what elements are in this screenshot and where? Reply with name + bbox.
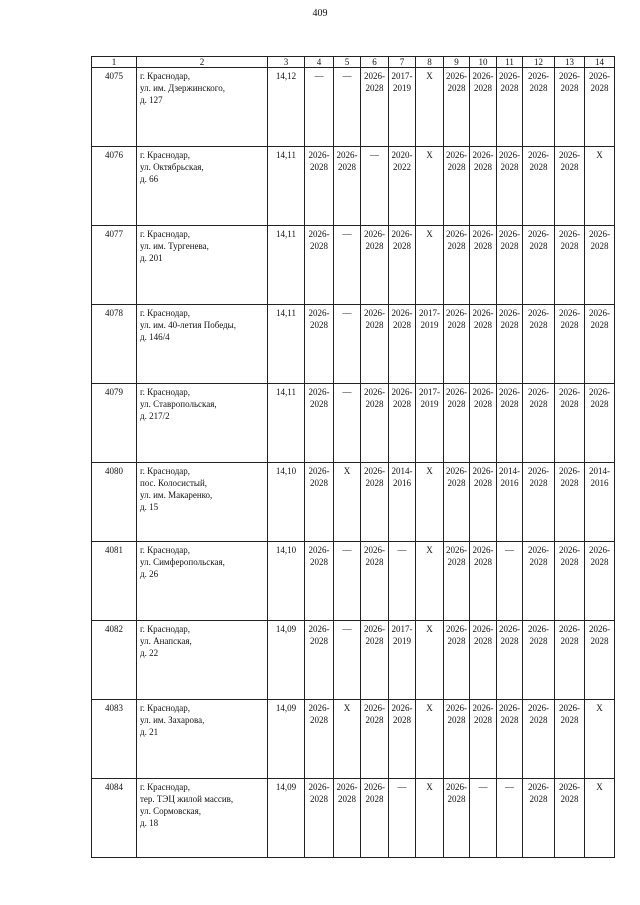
period-cell: 2026- 2028: [523, 226, 555, 305]
column-header: 9: [444, 57, 470, 68]
table-row: [92, 779, 615, 858]
row-number: 4079: [92, 384, 137, 463]
row-number: 4077: [92, 226, 137, 305]
period-cell: 2017- 2019: [416, 305, 444, 384]
table-body: [92, 68, 615, 858]
period-cell: 2026- 2028: [361, 226, 389, 305]
period-cell: Х: [416, 621, 444, 700]
row-number: 4080: [92, 463, 137, 542]
period-cell: 2026- 2028: [523, 147, 555, 226]
table-row: [92, 147, 615, 226]
period-cell: 2026- 2028: [470, 68, 497, 147]
period-cell: —: [334, 384, 361, 463]
period-cell: —: [334, 68, 361, 147]
table-row: [92, 463, 615, 542]
period-cell: 2026- 2028: [361, 779, 389, 858]
period-cell: —: [389, 542, 416, 621]
period-cell: 2026- 2028: [305, 384, 334, 463]
period-cell: 2026- 2028: [305, 621, 334, 700]
period-cell: 2026- 2028: [470, 542, 497, 621]
period-cell: 2026- 2028: [361, 542, 389, 621]
period-cell: 2026- 2028: [497, 700, 523, 779]
period-cell: 2026- 2028: [470, 147, 497, 226]
period-cell: —: [334, 542, 361, 621]
address-cell: г. Краснодар, ул. им. 40-летия Победы, д. 146/4: [137, 305, 268, 384]
period-cell: 2017- 2019: [389, 68, 416, 147]
table-row: [92, 384, 615, 463]
period-cell: 2026- 2028: [470, 621, 497, 700]
address-cell: г. Краснодар, ул. Анапская, д. 22: [137, 621, 268, 700]
period-cell: 2026- 2028: [555, 621, 585, 700]
period-cell: —: [497, 779, 523, 858]
area-cell: 14,10: [268, 463, 305, 542]
table-row: [92, 68, 615, 147]
row-number: 4078: [92, 305, 137, 384]
area-cell: 14,11: [268, 147, 305, 226]
table-row: [92, 226, 615, 305]
period-cell: 2026- 2028: [555, 700, 585, 779]
column-header: 8: [416, 57, 444, 68]
period-cell: 2026- 2028: [444, 700, 470, 779]
period-cell: —: [334, 621, 361, 700]
period-cell: 2026- 2028: [555, 463, 585, 542]
period-cell: 2026- 2028: [444, 542, 470, 621]
period-cell: Х: [416, 700, 444, 779]
period-cell: 2026- 2028: [361, 463, 389, 542]
period-cell: —: [497, 542, 523, 621]
table-row: [92, 621, 615, 700]
period-cell: —: [334, 305, 361, 384]
period-cell: 2026- 2028: [334, 779, 361, 858]
registry-table: [91, 56, 615, 858]
column-header: 4: [305, 57, 334, 68]
period-cell: —: [361, 147, 389, 226]
row-number: 4083: [92, 700, 137, 779]
period-cell: 2026- 2028: [523, 463, 555, 542]
row-number: 4082: [92, 621, 137, 700]
column-header: 2: [137, 57, 268, 68]
period-cell: 2026- 2028: [444, 779, 470, 858]
period-cell: 2026- 2028: [497, 384, 523, 463]
address-cell: г. Краснодар, ул. Октябрьская, д. 66: [137, 147, 268, 226]
period-cell: 2026- 2028: [389, 305, 416, 384]
period-cell: 2026- 2028: [305, 463, 334, 542]
period-cell: 2026- 2028: [361, 384, 389, 463]
column-header: 13: [555, 57, 585, 68]
address-cell: г. Краснодар, ул. им. Захарова, д. 21: [137, 700, 268, 779]
period-cell: —: [334, 226, 361, 305]
period-cell: 2026- 2028: [470, 305, 497, 384]
area-cell: 14,09: [268, 621, 305, 700]
period-cell: 2026- 2028: [555, 384, 585, 463]
period-cell: 2026- 2028: [555, 779, 585, 858]
period-cell: 2026- 2028: [555, 305, 585, 384]
row-number: 4084: [92, 779, 137, 858]
period-cell: 2026- 2028: [555, 68, 585, 147]
area-cell: 14,12: [268, 68, 305, 147]
area-cell: 14,11: [268, 305, 305, 384]
period-cell: 2026- 2028: [523, 779, 555, 858]
column-header: 11: [497, 57, 523, 68]
row-number: 4076: [92, 147, 137, 226]
column-number-row: [92, 57, 615, 68]
period-cell: Х: [416, 463, 444, 542]
column-header: 5: [334, 57, 361, 68]
period-cell: 2017- 2019: [416, 384, 444, 463]
period-cell: 2026- 2028: [555, 226, 585, 305]
period-cell: 2026- 2028: [444, 384, 470, 463]
period-cell: Х: [334, 463, 361, 542]
period-cell: 2026- 2028: [523, 542, 555, 621]
period-cell: 2026- 2028: [523, 384, 555, 463]
period-cell: 2026- 2028: [585, 542, 615, 621]
column-header: 10: [470, 57, 497, 68]
period-cell: 2014- 2016: [389, 463, 416, 542]
period-cell: 2026- 2028: [555, 542, 585, 621]
period-cell: 2026- 2028: [585, 226, 615, 305]
column-header: 1: [92, 57, 137, 68]
page-number: 409: [312, 8, 328, 19]
period-cell: 2026- 2028: [305, 305, 334, 384]
column-header: 14: [585, 57, 615, 68]
period-cell: 2026- 2028: [305, 779, 334, 858]
address-cell: г. Краснодар, ул. им. Тургенева, д. 201: [137, 226, 268, 305]
table-row: [92, 700, 615, 779]
period-cell: 2014- 2016: [497, 463, 523, 542]
period-cell: 2026- 2028: [444, 621, 470, 700]
period-cell: 2026- 2028: [523, 621, 555, 700]
column-header: 6: [361, 57, 389, 68]
row-number: 4081: [92, 542, 137, 621]
period-cell: 2026- 2028: [497, 305, 523, 384]
area-cell: 14,11: [268, 384, 305, 463]
period-cell: 2026- 2028: [585, 384, 615, 463]
period-cell: 2026- 2028: [497, 621, 523, 700]
period-cell: 2026- 2028: [305, 226, 334, 305]
address-cell: г. Краснодар, ул. Симферопольская, д. 26: [137, 542, 268, 621]
period-cell: 2026- 2028: [585, 305, 615, 384]
period-cell: Х: [416, 779, 444, 858]
period-cell: 2017- 2019: [389, 621, 416, 700]
period-cell: 2014- 2016: [585, 463, 615, 542]
period-cell: —: [305, 68, 334, 147]
address-cell: г. Краснодар, пос. Колосистый, ул. им. Макаренко, д. 15: [137, 463, 268, 542]
period-cell: 2026- 2028: [497, 147, 523, 226]
period-cell: Х: [416, 226, 444, 305]
column-header: 7: [389, 57, 416, 68]
period-cell: 2026- 2028: [555, 147, 585, 226]
period-cell: Х: [416, 542, 444, 621]
period-cell: 2026- 2028: [497, 226, 523, 305]
table-row: [92, 542, 615, 621]
period-cell: 2026- 2028: [470, 384, 497, 463]
period-cell: Х: [585, 147, 615, 226]
period-cell: Х: [585, 779, 615, 858]
period-cell: 2026- 2028: [389, 700, 416, 779]
period-cell: 2026- 2028: [444, 305, 470, 384]
period-cell: 2026- 2028: [497, 68, 523, 147]
area-cell: 14,09: [268, 700, 305, 779]
period-cell: 2026- 2028: [444, 147, 470, 226]
area-cell: 14,10: [268, 542, 305, 621]
period-cell: 2026- 2028: [444, 226, 470, 305]
period-cell: —: [470, 779, 497, 858]
address-cell: г. Краснодар, ул. Ставропольская, д. 217/2: [137, 384, 268, 463]
period-cell: Х: [585, 700, 615, 779]
period-cell: 2026- 2028: [305, 700, 334, 779]
period-cell: Х: [334, 700, 361, 779]
period-cell: 2026- 2028: [305, 147, 334, 226]
period-cell: 2026- 2028: [361, 68, 389, 147]
table-row: [92, 305, 615, 384]
period-cell: Х: [416, 68, 444, 147]
row-number: 4075: [92, 68, 137, 147]
period-cell: 2026- 2028: [389, 226, 416, 305]
period-cell: 2026- 2028: [334, 147, 361, 226]
area-cell: 14,09: [268, 779, 305, 858]
period-cell: 2026- 2028: [470, 226, 497, 305]
period-cell: —: [389, 779, 416, 858]
period-cell: 2026- 2028: [523, 305, 555, 384]
address-cell: г. Краснодар, тер. ТЭЦ жилой массив, ул. Сормовская, д. 18: [137, 779, 268, 858]
period-cell: 2026- 2028: [361, 305, 389, 384]
period-cell: 2026- 2028: [585, 68, 615, 147]
period-cell: 2026- 2028: [585, 621, 615, 700]
address-cell: г. Краснодар, ул. им. Дзержинского, д. 127: [137, 68, 268, 147]
period-cell: 2026- 2028: [305, 542, 334, 621]
period-cell: 2026- 2028: [444, 68, 470, 147]
period-cell: 2026- 2028: [444, 463, 470, 542]
period-cell: 2026- 2028: [470, 463, 497, 542]
area-cell: 14,11: [268, 226, 305, 305]
column-header: 3: [268, 57, 305, 68]
period-cell: 2026- 2028: [523, 700, 555, 779]
period-cell: 2026- 2028: [470, 700, 497, 779]
period-cell: 2026- 2028: [389, 384, 416, 463]
period-cell: 2026- 2028: [523, 68, 555, 147]
period-cell: 2020- 2022: [389, 147, 416, 226]
column-header: 12: [523, 57, 555, 68]
period-cell: 2026- 2028: [361, 621, 389, 700]
period-cell: Х: [416, 147, 444, 226]
period-cell: 2026- 2028: [361, 700, 389, 779]
